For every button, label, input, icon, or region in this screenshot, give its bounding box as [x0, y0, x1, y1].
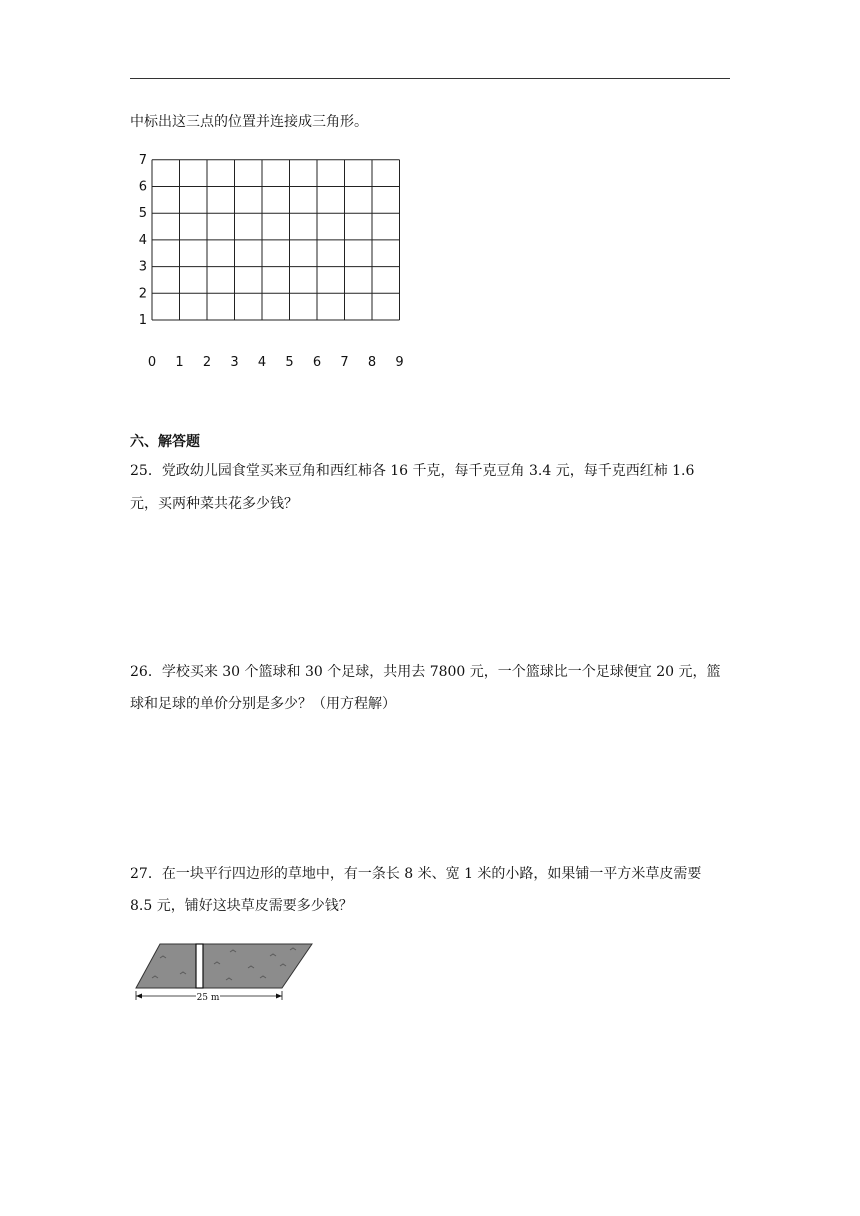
x-tick-label: 7 — [340, 355, 349, 370]
question-27-line-2: 8.5 元，铺好这块草皮需要多少钱？ — [130, 898, 353, 914]
footpath — [196, 944, 203, 988]
x-tick-label: 0 — [147, 355, 157, 370]
y-tick-label: 6 — [138, 179, 147, 195]
x-tick-label: 1 — [175, 355, 184, 370]
parallelogram-field-figure — [130, 938, 320, 1008]
coordinate-grid — [130, 150, 420, 375]
question-25-line-2: 元，买两种菜共花多少钱？ — [130, 496, 298, 512]
x-tick-label: 3 — [230, 355, 239, 370]
question-25-line-1: 25．党政幼儿园食堂买来豆角和西红柿各 16 千克，每千克豆角 3.4 元，每千克西红柿 1.6 — [130, 463, 695, 479]
x-tick-label: 6 — [312, 355, 322, 370]
x-tick-label: 9 — [395, 355, 404, 370]
y-tick-label: 1 — [138, 313, 147, 328]
x-tick-label: 2 — [202, 355, 212, 370]
question-26-line-1: 26．学校买来 30 个篮球和 30 个足球，共用去 7800 元，一个篮球比一个足球便宜 20 元，篮 — [130, 664, 721, 680]
x-tick-label: 4 — [257, 355, 267, 370]
x-tick-label: 8 — [367, 355, 377, 370]
header-rule — [130, 78, 730, 79]
dimension-arrow-left — [136, 994, 142, 999]
y-tick-label: 3 — [138, 259, 147, 275]
y-tick-label: 4 — [138, 232, 147, 248]
y-tick-label: 2 — [138, 286, 147, 302]
dimension-label: 25 m — [196, 993, 220, 1003]
y-tick-label: 5 — [138, 206, 147, 222]
intro-line: 中标出这三点的位置并连接成三角形。 — [130, 114, 368, 130]
question-27-line-1: 27．在一块平行四边形的草地中，有一条长 8 米、宽 1 米的小路，如果铺一平方米草皮需要 — [130, 866, 702, 882]
question-26-line-2: 球和足球的单价分别是多少？（用方程解） — [130, 696, 396, 712]
x-tick-label: 5 — [285, 355, 294, 370]
dimension-arrow-right — [276, 994, 282, 999]
y-tick-label: 7 — [138, 152, 147, 168]
section-heading: 六、解答题 — [130, 434, 200, 450]
